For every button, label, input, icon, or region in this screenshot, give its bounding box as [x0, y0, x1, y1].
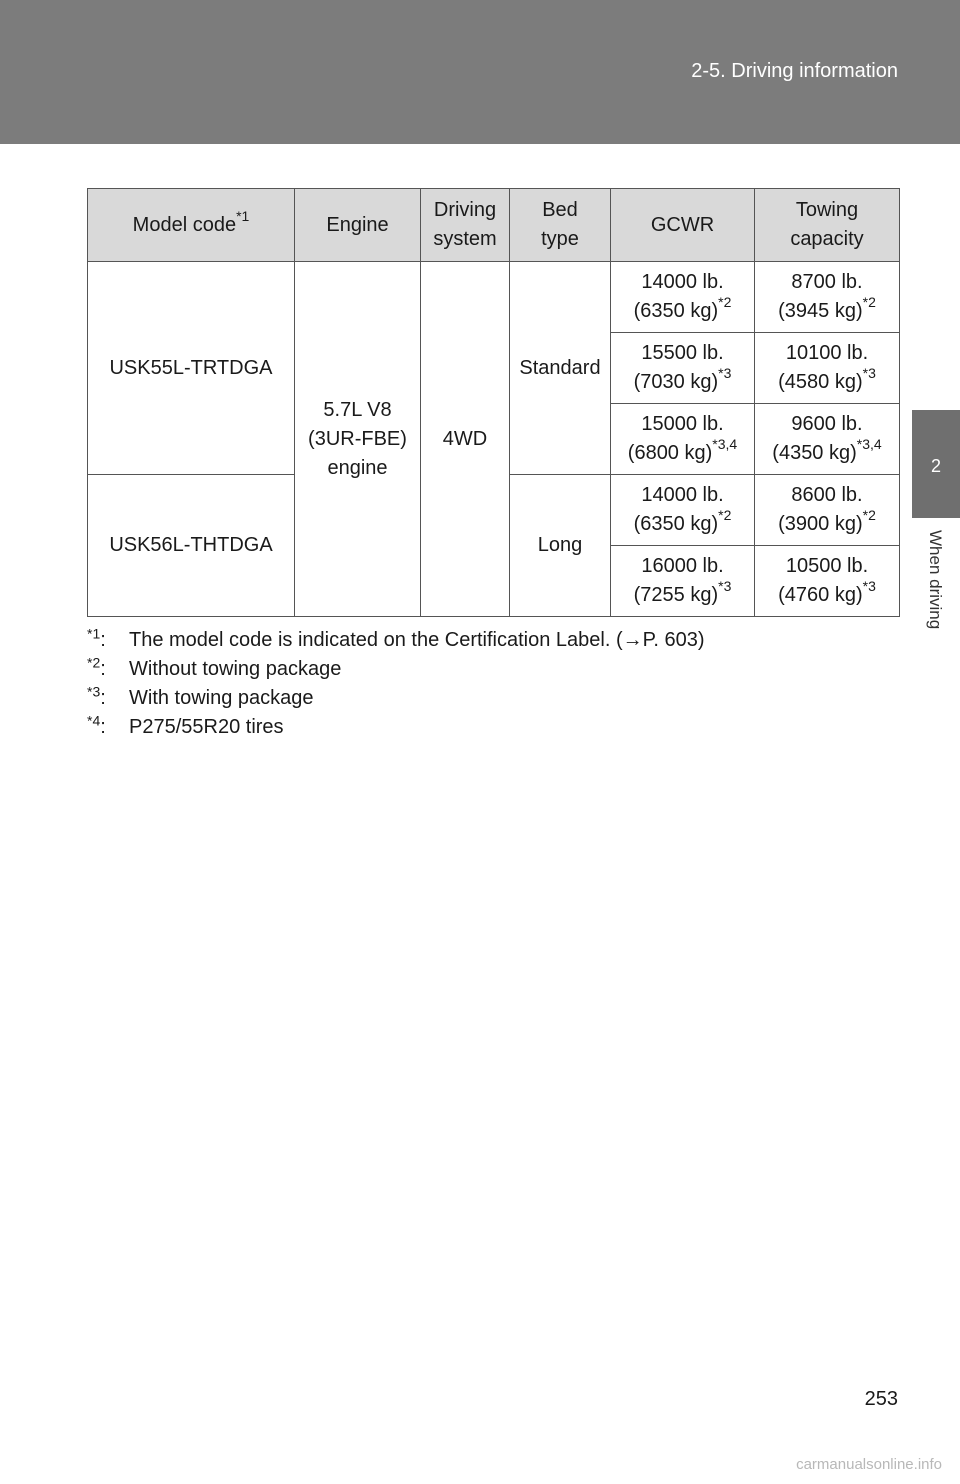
- model-code-cell: USK56L-THTDGA: [88, 475, 295, 617]
- chapter-label: When driving: [926, 530, 945, 630]
- model-code-cell: USK55L-TRTDGA: [88, 262, 295, 475]
- table-header-row: [88, 189, 900, 262]
- footnote: [87, 655, 907, 684]
- towing-capacity-cell: 9600 lb. (4350 kg)$^{*3,4}$: [755, 404, 900, 475]
- footnote: [87, 626, 907, 655]
- watermark: carmanualsonline.info: [796, 1456, 942, 1473]
- engine-cell: 5.7L V8 (3UR-FBE) engine: [295, 262, 421, 617]
- table-row: [88, 262, 900, 333]
- gcwr-cell: 14000 lb. (6350 kg)$^{*2}$: [611, 475, 755, 546]
- gcwr-cell: 16000 lb. (7255 kg)$^{*3}$: [611, 546, 755, 617]
- chapter-number: 2: [930, 456, 941, 476]
- header-towing-capacity: Towing capacity: [755, 189, 900, 262]
- footnote-marker: $^{*3}$:: [87, 683, 106, 709]
- header-driving-system: Driving system: [421, 189, 510, 262]
- footnote-text: The model code is indicated on the Certification Label. (→P. 603): [129, 629, 705, 651]
- header-model-code: Model code$^{*1}$: [88, 189, 295, 262]
- towing-capacity-cell: 8600 lb. (3900 kg)$^{*2}$: [755, 475, 900, 546]
- towing-capacity-cell: 8700 lb. (3945 kg)$^{*2}$: [755, 262, 900, 333]
- header-engine: Engine: [295, 189, 421, 262]
- chapter-tab: [912, 410, 960, 518]
- page-header: [0, 0, 960, 144]
- footnote-marker: $^{*4}$:: [87, 712, 106, 738]
- header-bed-type: Bed type: [510, 189, 611, 262]
- driving-system-cell: 4WD: [421, 262, 510, 617]
- footnote-marker: $^{*2}$:: [87, 654, 106, 680]
- footnote-text: With towing package: [129, 687, 314, 709]
- towing-capacity-cell: 10500 lb. (4760 kg)$^{*3}$: [755, 546, 900, 617]
- gcwr-cell: 15500 lb. (7030 kg)$^{*3}$: [611, 333, 755, 404]
- footnote: [87, 684, 907, 713]
- page-number: 253: [864, 1388, 898, 1410]
- footnote-text: Without towing package: [129, 658, 342, 680]
- towing-spec-table: [87, 188, 900, 617]
- section-title: 2-5. Driving information: [691, 60, 898, 82]
- footnote: [87, 713, 907, 742]
- gcwr-cell: 14000 lb. (6350 kg)$^{*2}$: [611, 262, 755, 333]
- bed-type-cell: Long: [510, 475, 611, 617]
- footnote-marker: $^{*1}$:: [87, 625, 106, 651]
- towing-capacity-cell: 10100 lb. (4580 kg)$^{*3}$: [755, 333, 900, 404]
- gcwr-cell: 15000 lb. (6800 kg)$^{*3,4}$: [611, 404, 755, 475]
- footnote-text: P275/55R20 tires: [129, 716, 284, 738]
- header-gcwr: GCWR: [611, 189, 755, 262]
- bed-type-cell: Standard: [510, 262, 611, 475]
- footnotes: [87, 626, 907, 742]
